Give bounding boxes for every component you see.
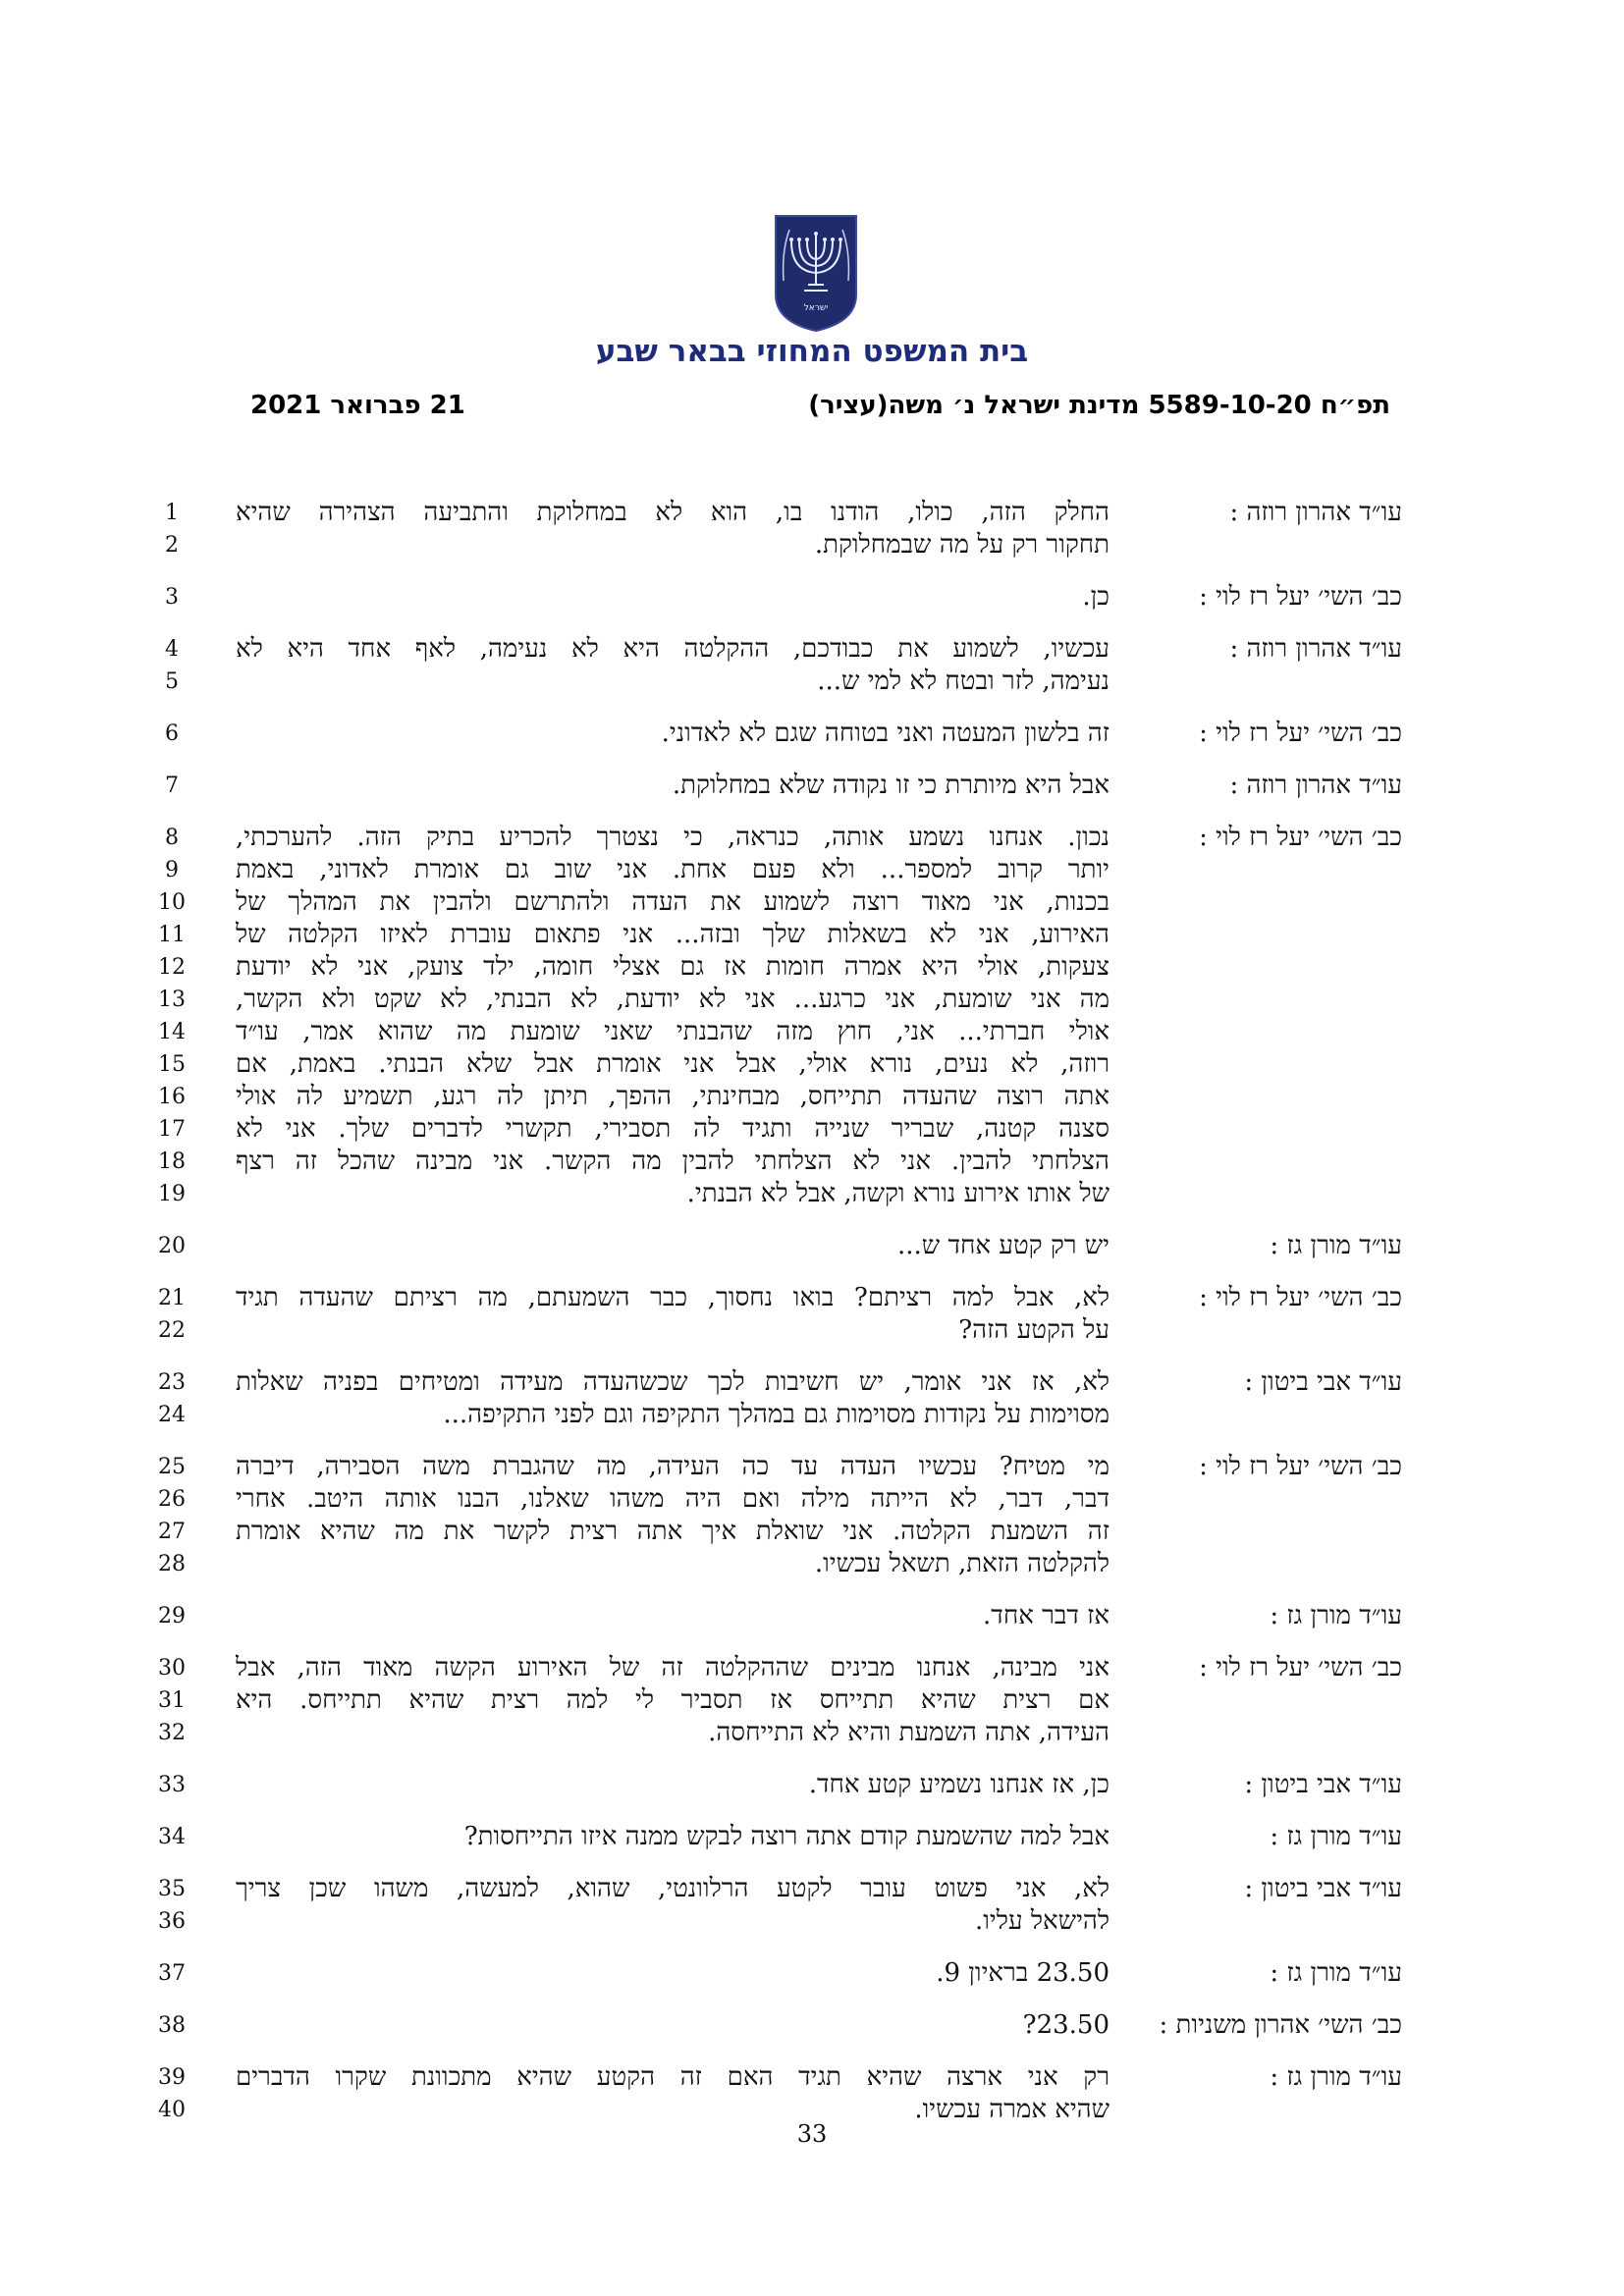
line-number: 40 [158, 2098, 186, 2122]
line-number: 31 [158, 1688, 186, 1713]
speech-line: רק אני ארצה שהיא תגיד האם זה הקטע שהיא מתכוונת שקרו הדברים [236, 2062, 1110, 2092]
line-number: 3 [165, 585, 179, 610]
line-number: 12 [158, 955, 186, 980]
court-name: בית המשפט המחוזי בבאר שבע [595, 334, 1029, 369]
speaker-label: עו״ד מורן גז : [1270, 2062, 1402, 2092]
speech-line: אם רצית שהיא תתייחס אז תסביר לי למה רצית שהיא תתייחס. היא [236, 1685, 1110, 1715]
speech-text [236, 497, 1110, 561]
line-number: 2 [165, 533, 179, 558]
speaker-label: עו״ד מורן גז : [1270, 1231, 1402, 1260]
speech-line: אבל למה שהשמעת קודם אתה רוצה לבקש ממנה איזו התייחסות? [463, 1822, 1110, 1851]
speech-line: תחקור רק על מה שבמחלוקת. [814, 530, 1110, 560]
line-number: 8 [165, 826, 179, 850]
state-emblem [772, 212, 860, 334]
line-numbers [147, 633, 196, 698]
speech-line: להישאל עליו. [975, 1906, 1110, 1936]
line-number: 25 [158, 1455, 186, 1479]
speech-text [236, 1600, 1110, 1632]
line-numbers [147, 1230, 196, 1262]
line-number: 24 [158, 1403, 186, 1427]
line-number: 27 [158, 1520, 186, 1544]
speaker-label: כב׳ השי׳ אהרון משניות : [1159, 2010, 1402, 2040]
speech-line: דבר, דבר, לא הייתה מילה ואם היה משהו שאלנו, הבנו אותה היטב. אחרי [236, 1484, 1110, 1514]
line-number: 10 [158, 890, 186, 915]
speaker-label: עו״ד אבי ביטון : [1244, 1770, 1402, 1799]
speech-text [236, 1821, 1110, 1853]
speech-text [236, 1652, 1110, 1749]
page-number: 33 [796, 2120, 828, 2148]
transcript-entry [0, 633, 1624, 698]
transcript-entry [0, 1957, 1624, 1990]
line-number: 16 [158, 1085, 186, 1109]
speaker-label: כב׳ השי׳ יעל רז לוי : [1199, 1283, 1402, 1312]
line-number: 30 [158, 1656, 186, 1681]
line-numbers [147, 1957, 196, 1990]
speaker-label: כב׳ השי׳ יעל רז לוי : [1199, 1452, 1402, 1481]
line-number: 28 [158, 1552, 186, 1576]
speech-line: לא, אז אני אומר, יש חשיבות לכך שכשהעדה מעידה ומטיחים בפניה שאלות [236, 1367, 1110, 1397]
line-numbers [147, 822, 196, 1210]
line-number: 34 [158, 1825, 186, 1849]
speech-line: 23.50 בראיון 9. [936, 1958, 1110, 1988]
transcript-entry [0, 1873, 1624, 1938]
transcript-entry [0, 2061, 1624, 2126]
line-numbers [147, 1652, 196, 1749]
speech-line: החלק הזה, כולו, הודנו בו, הוא לא במחלוקת והתביעה הצהירה שהיא [236, 498, 1110, 527]
speech-text [236, 1366, 1110, 1431]
line-number: 18 [158, 1149, 186, 1174]
speaker-label: עו״ד מורן גז : [1270, 1958, 1402, 1988]
transcript-entry [0, 581, 1624, 614]
line-number: 33 [158, 1773, 186, 1797]
date-line: 21 פברואר 2021 [250, 391, 465, 420]
line-numbers [147, 1769, 196, 1801]
speech-line: לא, אני פשוט עובר לקטע הרלוונטי, שהוא, למעשה, משהו שכן צריך [236, 1874, 1110, 1903]
line-numbers [147, 1873, 196, 1938]
speech-line: 23.50? [1022, 2010, 1110, 2040]
speaker-label: עו״ד אהרון רוזה : [1229, 498, 1402, 527]
speech-line: זה בלשון המעטה ואני בטוחה שגם לא לאדוני. [661, 719, 1110, 748]
speaker-label: עו״ד אהרון רוזה : [1229, 771, 1402, 800]
line-numbers [147, 1451, 196, 1580]
line-number: 13 [158, 988, 186, 1012]
line-number: 23 [158, 1370, 186, 1395]
line-number: 17 [158, 1117, 186, 1142]
speech-line: לא, אבל למה רציתם? בואו נחסוך, כבר השמעתם, מה רציתם שהעדה תגיד [236, 1283, 1110, 1312]
speech-text [236, 581, 1110, 614]
speech-line: סצנה קטנה, שבריר שנייה ותגיד לה תסבירי, תקשרי לדברים שלך. אני לא [236, 1114, 1110, 1144]
speaker-label: כב׳ השי׳ יעל רז לוי : [1199, 719, 1402, 748]
line-number: 37 [158, 1961, 186, 1986]
line-number: 29 [158, 1604, 186, 1629]
transcript-entry [0, 1821, 1624, 1853]
line-number: 22 [158, 1318, 186, 1343]
speaker-label: עו״ד אבי ביטון : [1244, 1874, 1402, 1903]
speech-line: מי מטיח? עכשיו העדה עד כה העידה, מה שהגברת משה הסבירה, דיברה [236, 1452, 1110, 1481]
speech-line: שהיא אמרה עכשיו. [914, 2095, 1110, 2124]
speech-line: אני מבינה, אנחנו מבינים שההקלטה זה של האירוע הקשה מאוד הזה, אבל [236, 1653, 1110, 1682]
line-number: 19 [158, 1182, 186, 1206]
line-numbers [147, 1366, 196, 1431]
line-numbers [147, 718, 196, 750]
line-numbers [147, 2009, 196, 2042]
line-number: 20 [158, 1234, 186, 1258]
speech-text [236, 1957, 1110, 1990]
transcript-entry [0, 1769, 1624, 1801]
speech-line: צעקות, אולי היא אמרה חומות אז גם אצלי חומה, ילד צועק, אני לא יודעת [236, 952, 1110, 982]
speech-text [236, 1451, 1110, 1580]
speech-line: יותר קרוב למספר... ולא פעם אחת. אני שוב גם אומרת לאדוני, באמת [236, 855, 1110, 884]
speech-line: עכשיו, לשמוע את כבודכם, ההקלטה היא לא נעימה, לאף אחד היא לא [236, 634, 1110, 664]
transcript-entry [0, 1451, 1624, 1580]
transcript-entry [0, 1366, 1624, 1431]
speech-line: אבל היא מיותרת כי זו נקודה שלא במחלוקת. [672, 771, 1110, 800]
transcript-entry [0, 1652, 1624, 1749]
speaker-label: עו״ד מורן גז : [1270, 1601, 1402, 1630]
line-number: 39 [158, 2065, 186, 2090]
case-line: תפ״ח 5589-10-20 מדינת ישראל נ׳ משה(עציר) [808, 391, 1390, 420]
speech-line: של אותו אירוע נורא וקשה, אבל לא הבנתי. [686, 1179, 1110, 1208]
speech-line: מה אני שומעת, אני כרגע... אני לא יודעת, לא הבנתי, לא שקט ולא הקשר, [236, 985, 1110, 1014]
line-number: 14 [158, 1020, 186, 1044]
line-number: 5 [165, 669, 179, 694]
speech-line: זה השמעת הקלטה. אני שואלת איך אתה רצית לקשר את מה שהיא אומרת [236, 1517, 1110, 1546]
line-number: 32 [158, 1721, 186, 1745]
speech-line: הצלחתי להבין. אני לא הצלחתי להבין מה הקשר. אני מבינה שהכל זה רצף [236, 1147, 1110, 1176]
line-number: 1 [165, 501, 179, 525]
line-numbers [147, 770, 196, 802]
speaker-label: עו״ד אהרון רוזה : [1229, 634, 1402, 664]
line-number: 21 [158, 1286, 186, 1310]
transcript-entry [0, 822, 1624, 1210]
line-number: 15 [158, 1052, 186, 1077]
speech-text [236, 2061, 1110, 2126]
speaker-label: עו״ד מורן גז : [1270, 1822, 1402, 1851]
line-number: 7 [165, 774, 179, 798]
speech-text [236, 770, 1110, 802]
line-numbers [147, 2061, 196, 2126]
line-number: 11 [158, 923, 186, 947]
speaker-label: כב׳ השי׳ יעל רז לוי : [1199, 582, 1402, 612]
speech-line: כן. [1082, 582, 1110, 612]
line-number: 4 [165, 637, 179, 662]
speech-line: נעימה, לזר ובטח לא למי ש... [817, 667, 1110, 696]
speech-text [236, 1873, 1110, 1938]
speech-line: אז דבר אחד. [983, 1601, 1110, 1630]
speech-line: רוזה, לא נעים, נורא אולי, אבל אני אומרת אבל שלא הבנתי. באמת, אם [236, 1049, 1110, 1079]
speaker-label: כב׳ השי׳ יעל רז לוי : [1199, 823, 1402, 852]
transcript-entry [0, 497, 1624, 561]
speech-line: העידה, אתה השמעת והיא לא התייחסה. [708, 1718, 1110, 1747]
speech-line: אתה רוצה שהעדה תתייחס, מבחינתי, ההפך, תיתן לה רגע, תשמיע לה אולי [236, 1082, 1110, 1111]
line-number: 26 [158, 1487, 186, 1512]
speech-text [236, 633, 1110, 698]
speech-text [236, 2009, 1110, 2042]
line-numbers [147, 497, 196, 561]
line-numbers [147, 1821, 196, 1853]
speech-text [236, 1282, 1110, 1347]
speech-line: נכון. אנחנו נשמע אותה, כנראה, כי נצטרך להכריע בתיק הזה. להערכתי, [236, 823, 1110, 852]
menorah-emblem-icon [772, 212, 860, 334]
line-number: 38 [158, 2013, 186, 2038]
speech-line: על הקטע הזה? [958, 1315, 1110, 1345]
transcript-entry [0, 2009, 1624, 2042]
speech-text [236, 1769, 1110, 1801]
transcript-entry [0, 1230, 1624, 1262]
speech-line: להקלטה הזאת, תשאל עכשיו. [814, 1549, 1110, 1578]
line-number: 9 [165, 858, 179, 882]
transcript [0, 497, 1624, 2146]
line-numbers [147, 1282, 196, 1347]
line-numbers [147, 1600, 196, 1632]
line-number: 35 [158, 1877, 186, 1901]
transcript-entry [0, 1600, 1624, 1632]
speech-line: מסוימות על נקודות מסוימות גם במהלך התקיפה וגם לפני התקיפה... [443, 1400, 1110, 1429]
speech-line: בכנות, אני מאוד רוצה לשמוע את העדה ולהתרשם ולהבין את המהלך של [236, 887, 1110, 917]
line-number: 6 [165, 721, 179, 746]
speech-line: האירוע, אני לא בשאלות שלך ובזה... אני פתאום עוברת לאיזו הקלטה של [236, 920, 1110, 949]
transcript-entry [0, 1282, 1624, 1347]
line-number: 36 [158, 1909, 186, 1934]
speaker-label: כב׳ השי׳ יעל רז לוי : [1199, 1653, 1402, 1682]
speech-line: יש רק קטע אחד ש... [897, 1231, 1110, 1260]
speech-text [236, 1230, 1110, 1262]
transcript-entry [0, 718, 1624, 750]
speech-text [236, 822, 1110, 1210]
line-numbers [147, 581, 196, 614]
emblem-text: ישראל [803, 303, 829, 313]
speaker-label: עו״ד אבי ביטון : [1244, 1367, 1402, 1397]
speech-line: אולי חברתי... אני, חוץ מזה שהבנתי שאני שומעת מה שהוא אמר, עו״ד [236, 1017, 1110, 1046]
speech-line: כן, אז אנחנו נשמיע קטע אחד. [808, 1770, 1110, 1799]
speech-text [236, 718, 1110, 750]
transcript-entry [0, 770, 1624, 802]
